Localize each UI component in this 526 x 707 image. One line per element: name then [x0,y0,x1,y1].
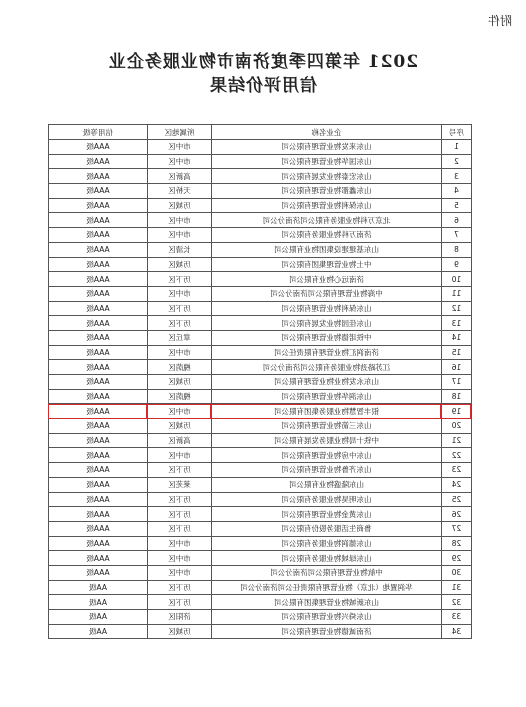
district: 市中区 [148,404,212,419]
table-row [49,301,472,316]
credit-grade: AAA级 [49,507,148,522]
company-name: 山东保利物业管理有限公司 [212,198,442,213]
credit-grade: AAA级 [49,242,148,257]
credit-grade: AAA级 [49,404,148,419]
company-name: 山东德润物业服务有限公司 [212,536,442,551]
table-row [49,521,472,536]
credit-grade: AAA级 [49,375,148,390]
district: 市中区 [148,536,212,551]
district: 高新区 [148,433,212,448]
table-row [49,595,472,610]
row-number: 2 [442,154,472,169]
table-row [49,404,472,419]
district: 天桥区 [148,184,212,199]
row-number: 9 [442,257,472,272]
company-name: 山东隆盛物业有限公司 [212,477,442,492]
credit-grade: AAA级 [49,477,148,492]
credit-grade: AA级 [49,610,148,625]
district: 历下区 [148,521,212,536]
row-number: 14 [442,330,472,345]
table-row [49,154,472,169]
company-name: 山东中房物业管理有限公司 [212,448,442,463]
document-title: 2021 年第四季度济南市物业服务企业 [107,52,419,72]
company-name: 山东宏泰物业发展有限公司 [212,169,442,184]
credit-grade: AAA级 [49,213,148,228]
row-number: 19 [442,404,472,419]
company-name: 山东新城物业管理集团有限公司 [212,595,442,610]
header-district: 所属地区 [148,125,212,140]
company-name: 山东永发物业物业管理有限公司 [212,375,442,390]
company-name: 中铁诺德物业管理有限公司 [212,330,442,345]
row-number: 21 [442,433,472,448]
row-number: 31 [442,580,472,595]
row-number: 30 [442,565,472,580]
company-name: 山东黄金物业管理有限公司 [212,507,442,522]
row-number: 26 [442,507,472,522]
district: 市中区 [148,213,212,228]
table-header-row [49,125,472,140]
district: 槐荫区 [148,360,212,375]
credit-grade: AAA级 [49,448,148,463]
table-row [49,140,472,155]
credit-grade: AA级 [49,624,148,639]
row-number: 12 [442,301,472,316]
district: 长清区 [148,242,212,257]
credit-grade: AAA级 [49,140,148,155]
district: 高新区 [148,169,212,184]
district: 历下区 [148,507,212,522]
row-number: 34 [442,624,472,639]
table-row [49,272,472,287]
table-row [49,565,472,580]
company-name: 山东鑫都物业管理有限公司 [212,184,442,199]
table-row [49,477,472,492]
company-name: 山东润华物业管理有限公司 [212,389,442,404]
credit-grade: AAA级 [49,154,148,169]
district: 历下区 [148,301,212,316]
company-name: 山东佳园物业发展有限公司 [212,316,442,331]
credit-grade: AAA级 [49,521,148,536]
credit-grade: AAA级 [49,551,148,566]
row-number: 10 [442,272,472,287]
district: 历下区 [148,272,212,287]
row-number: 6 [442,213,472,228]
company-name: 山东明昊物业服务有限公司 [212,492,442,507]
company-name: 中海物业管理有限公司济南分公司 [212,286,442,301]
credit-grade: AAA级 [49,228,148,243]
row-number: 25 [442,492,472,507]
district: 市中区 [148,448,212,463]
district: 历下区 [148,595,212,610]
table-row [49,198,472,213]
table-row [49,286,472,301]
credit-grade: AAA级 [49,419,148,434]
table-row [49,492,472,507]
table-row [49,610,472,625]
table-row [49,551,472,566]
table-row [49,624,472,639]
credit-grade: AAA级 [49,286,148,301]
row-number: 3 [442,169,472,184]
row-number: 15 [442,345,472,360]
credit-grade: AAA级 [49,169,148,184]
credit-grade: AAA级 [49,316,148,331]
company-name: 山东基建建设集团物业有限公司 [212,242,442,257]
table-row [49,536,472,551]
table-row [49,257,472,272]
row-number: 16 [442,360,472,375]
credit-grade: AAA级 [49,272,148,287]
row-number: 24 [442,477,472,492]
table-row [49,448,472,463]
credit-grade: AA级 [49,580,148,595]
company-name: 山东绿城物业服务有限公司 [212,551,442,566]
credit-grade: AAA级 [49,389,148,404]
header-grade: 信用等级 [49,125,148,140]
credit-grade: AAA级 [49,536,148,551]
district: 槐荫区 [148,389,212,404]
district: 济阳区 [148,610,212,625]
district: 历城区 [148,375,212,390]
row-number: 22 [442,448,472,463]
row-number: 20 [442,419,472,434]
company-name: 江苏路劲物业服务有限公司济南分公司 [212,360,442,375]
credit-rating-table [48,124,472,639]
credit-grade: AAA级 [49,360,148,375]
credit-grade: AAA级 [49,184,148,199]
table-row [49,345,472,360]
district: 历下区 [148,316,212,331]
company-name: 山东舜兴物业管理有限公司 [212,610,442,625]
row-number: 11 [442,286,472,301]
row-number: 27 [442,521,472,536]
district: 历城区 [148,624,212,639]
company-name: 山东来发物业管理有限公司 [212,140,442,155]
table-row [49,169,472,184]
row-number: 33 [442,610,472,625]
table-row [49,330,472,345]
header-company: 企业名称 [212,125,442,140]
district: 历城区 [148,419,212,434]
district: 市中区 [148,345,212,360]
row-number: 8 [442,242,472,257]
table-row [49,242,472,257]
district: 历下区 [148,463,212,478]
table-row [49,375,472,390]
company-name: 济南远心物业有限公司 [212,272,442,287]
district: 历下区 [148,580,212,595]
district: 莱芜区 [148,477,212,492]
table-row [49,316,472,331]
row-number: 23 [442,463,472,478]
company-name: 山东齐鲁物业管理有限公司 [212,463,442,478]
table-row [49,389,472,404]
table-row [49,507,472,522]
table-row [49,228,472,243]
company-name: 济南诚德物业管理有限公司 [212,624,442,639]
row-number: 5 [442,198,472,213]
table-row [49,419,472,434]
credit-grade: AAA级 [49,198,148,213]
attachment-label: 附件 [487,14,512,28]
district: 市中区 [148,154,212,169]
row-number: 1 [442,140,472,155]
district: 章丘区 [148,330,212,345]
table-row [49,463,472,478]
company-name: 济南润汇物业管理有限责任公司 [212,345,442,360]
row-number: 7 [442,228,472,243]
credit-grade: AAA级 [49,565,148,580]
table-row [49,360,472,375]
document-subtitle: 信用评价结果 [209,76,317,96]
company-name: 鲁商生活服务股份有限公司 [212,521,442,536]
company-name: 山东三箭物业管理有限公司 [212,419,442,434]
district: 历城区 [148,198,212,213]
company-name: 中航物业管理有限公司济南分公司 [212,565,442,580]
company-name: 济南万科物业服务有限公司 [212,228,442,243]
row-number: 13 [442,316,472,331]
company-name: 山东国华物业管理有限公司 [212,154,442,169]
company-name: 华润置地（北京）物业管理有限责任公司济南分公司 [212,580,442,595]
company-name: 山东保利物业管理有限公司 [212,301,442,316]
row-number: 29 [442,551,472,566]
credit-grade: AAA级 [49,463,148,478]
company-name: 北京万科物业服务有限公司济南分公司 [212,213,442,228]
row-number: 18 [442,389,472,404]
district: 历下区 [148,492,212,507]
company-name: 银丰智慧物业服务集团有限公司 [212,404,442,419]
district: 市中区 [148,286,212,301]
row-number: 17 [442,375,472,390]
district: 历城区 [148,257,212,272]
row-number: 4 [442,184,472,199]
table-row [49,580,472,595]
company-name: 中铁十局物业服务发展有限公司 [212,433,442,448]
credit-grade: AAA级 [49,301,148,316]
district: 市中区 [148,565,212,580]
district: 市中区 [148,140,212,155]
credit-grade: AAA级 [49,345,148,360]
table-row [49,213,472,228]
credit-grade: AAA级 [49,330,148,345]
row-number: 28 [442,536,472,551]
company-name: 中土物业管理集团有限公司 [212,257,442,272]
credit-grade: AA级 [49,595,148,610]
district: 市中区 [148,228,212,243]
header-number: 序号 [442,125,472,140]
table-row [49,184,472,199]
credit-grade: AAA级 [49,492,148,507]
credit-grade: AAA级 [49,433,148,448]
row-number: 32 [442,595,472,610]
district: 市中区 [148,551,212,566]
credit-grade: AAA级 [49,257,148,272]
table-row [49,433,472,448]
